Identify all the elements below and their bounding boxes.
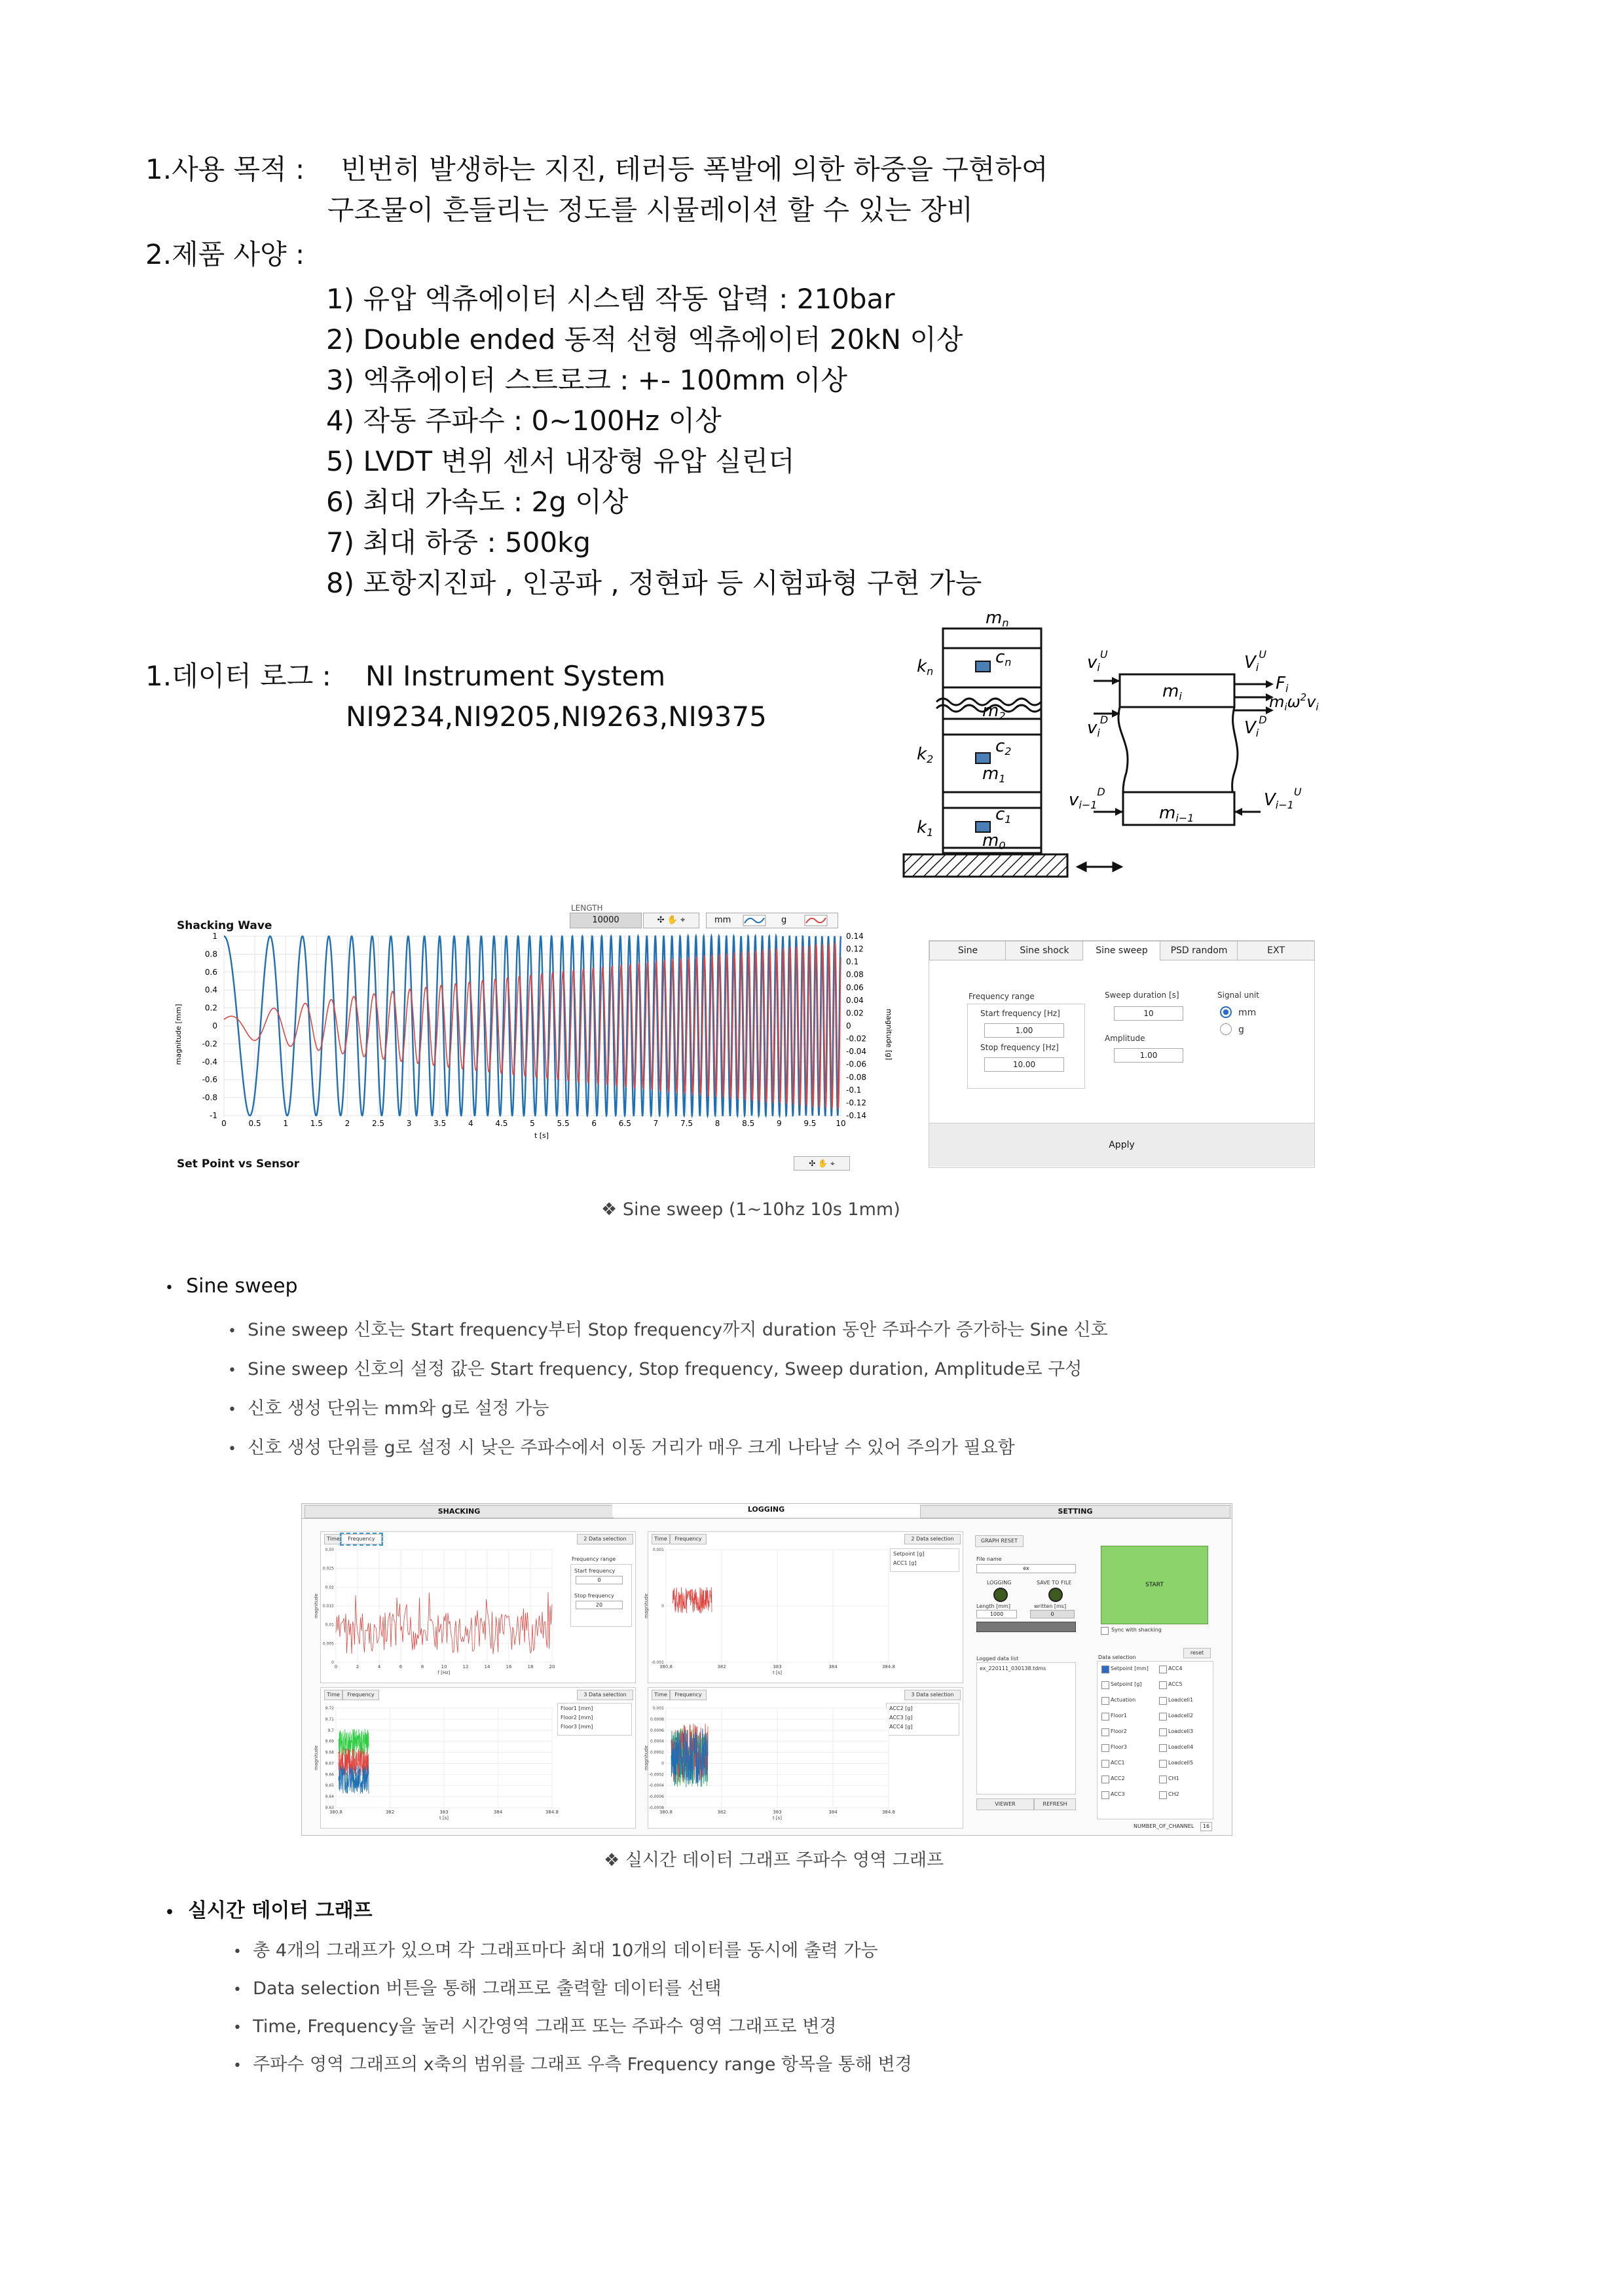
tab-psd-random[interactable]: PSD random bbox=[1160, 941, 1238, 960]
graph3-frequency-tab[interactable]: Frequency bbox=[342, 1690, 379, 1700]
unit-g-label: g bbox=[1238, 1025, 1244, 1035]
label-ViD: $Vi^D$ bbox=[1244, 714, 1267, 739]
logged-data-list-label: Logged data list bbox=[976, 1656, 1019, 1662]
bullet-item: • 주파수 영역 그래프의 x축의 범위를 그래프 우측 Frequency range 항목을 통해 변경 bbox=[233, 2054, 912, 2075]
graph4-legend: ACC2 [g] ACC3 [g] ACC4 [g] bbox=[886, 1703, 959, 1736]
start-frequency-label: Start frequency bbox=[574, 1568, 616, 1574]
mini-x-tick: 380.8 bbox=[659, 1664, 673, 1669]
structure-diagram bbox=[897, 602, 1342, 884]
spec-item: 7) 최대 하중 : 500kg bbox=[326, 526, 591, 558]
mini-y-label: magnitude bbox=[314, 1745, 319, 1770]
x-tick-label: 2 bbox=[344, 1119, 350, 1128]
ground-motion-arrow bbox=[1078, 863, 1121, 871]
channel-label: CH1 bbox=[1168, 1776, 1179, 1781]
x-tick-label: 9.5 bbox=[803, 1119, 817, 1128]
graph4-time-tab[interactable]: Time bbox=[652, 1690, 670, 1700]
logging-ui bbox=[301, 1503, 1232, 1836]
mini-x-tick: 6 bbox=[399, 1664, 403, 1669]
mini-y-tick: 0.01 bbox=[325, 1622, 334, 1628]
label-cn: cn bbox=[995, 647, 1012, 668]
damper-cn bbox=[976, 661, 990, 672]
frequency-range-label: Frequency range bbox=[969, 992, 1035, 1001]
mini-x-label: t [s] bbox=[439, 1815, 449, 1821]
sweep-duration-input[interactable]: 10 bbox=[1114, 1006, 1183, 1021]
channel-checkbox[interactable] bbox=[1159, 1791, 1167, 1799]
label-kn: kn bbox=[917, 657, 934, 678]
channel-label: Floor2 bbox=[1111, 1728, 1127, 1734]
reset-button[interactable]: reset bbox=[1183, 1648, 1211, 1658]
channel-label: Setpoint [g] bbox=[1111, 1681, 1142, 1687]
datalog-label: 1.데이터 로그 : bbox=[145, 660, 331, 692]
x-axis-label: t [s] bbox=[534, 1131, 549, 1140]
mini-x-tick: 384.8 bbox=[545, 1810, 559, 1815]
tab-sine[interactable]: Sine bbox=[929, 941, 1006, 960]
file-name-input[interactable]: ex bbox=[976, 1564, 1076, 1573]
channel-label: ACC3 bbox=[1111, 1791, 1125, 1797]
mini-y-tick: 9.72 bbox=[325, 1706, 334, 1711]
data-selection-label: Data selection bbox=[1098, 1654, 1136, 1660]
channel-label: Loadcell5 bbox=[1168, 1760, 1194, 1766]
x-tick-label: 5 bbox=[530, 1119, 535, 1128]
channel-checkbox[interactable] bbox=[1101, 1697, 1109, 1705]
purpose-line1: 빈번히 발생하는 지진, 테러등 폭발에 의한 하중을 구현하여 bbox=[341, 153, 1048, 185]
mini-x-tick: 382 bbox=[385, 1810, 395, 1815]
x-tick-label: 2.5 bbox=[371, 1119, 385, 1128]
spec-item: 2) Double ended 동적 선형 엑츄에이터 20kN 이상 bbox=[326, 323, 963, 355]
x-tick-label: 1.5 bbox=[310, 1119, 323, 1128]
label-Vi1U: $Vi-1^U$ bbox=[1264, 786, 1302, 811]
channel-label: Loadcell3 bbox=[1168, 1728, 1194, 1734]
y-tick-label-right: -0.08 bbox=[846, 1072, 867, 1082]
x-tick-label: 8.5 bbox=[742, 1119, 755, 1128]
channel-label: Setpoint [mm] bbox=[1111, 1666, 1149, 1671]
caption-realtime-graph bbox=[604, 1851, 944, 1869]
written-label: written [ms] bbox=[1034, 1603, 1067, 1609]
mini-x-tick: 8 bbox=[420, 1664, 424, 1669]
mini-x-tick: 383 bbox=[773, 1810, 782, 1815]
bullet-item: • Data selection 버튼을 통해 그래프로 출력할 데이터를 선택 bbox=[233, 1978, 722, 1999]
spec-item: 3) 엑츄에이터 스트로크 : +- 100mm 이상 bbox=[326, 364, 847, 396]
x-tick-label: 0.5 bbox=[248, 1119, 261, 1128]
channel-checkbox[interactable] bbox=[1101, 1776, 1109, 1783]
bullet-icon: • bbox=[165, 1280, 174, 1296]
channel-checkbox[interactable] bbox=[1159, 1713, 1167, 1721]
y-tick-label-right: -0.02 bbox=[846, 1034, 867, 1044]
graph1-frequency-tab[interactable]: Frequency bbox=[341, 1534, 382, 1544]
unit-mm-label: mm bbox=[1238, 1008, 1257, 1018]
label-k1: k1 bbox=[917, 818, 934, 839]
mini-x-label: t [s] bbox=[772, 1670, 783, 1675]
mini-y-tick: 0.02 bbox=[325, 1585, 334, 1590]
caption-text: Sine sweep (1~10hz 10s 1mm) bbox=[622, 1199, 900, 1220]
y-tick-label-right: 0.12 bbox=[846, 944, 864, 954]
number-of-channel-label: NUMBER_OF_CHANNEL bbox=[1134, 1823, 1194, 1829]
y-tick-label-right: -0.06 bbox=[846, 1059, 867, 1069]
x-tick-label: 0 bbox=[221, 1119, 227, 1128]
save-led[interactable] bbox=[1048, 1588, 1063, 1602]
y-tick-label-right: -0.1 bbox=[846, 1085, 862, 1095]
channel-checkbox[interactable] bbox=[1101, 1666, 1109, 1673]
wave-chart bbox=[172, 930, 892, 1146]
label-c1: c1 bbox=[995, 805, 1012, 826]
channel-count-input[interactable]: 16 bbox=[1200, 1822, 1212, 1831]
y-tick-label-right: -0.14 bbox=[846, 1111, 867, 1120]
x-tick-label: 3.5 bbox=[434, 1119, 447, 1128]
label-mi: mi bbox=[1162, 682, 1182, 702]
damper-c2 bbox=[976, 753, 990, 763]
mini-x-tick: 382 bbox=[717, 1664, 726, 1669]
channel-label: Floor1 bbox=[1111, 1713, 1127, 1719]
purpose-label: 1.사용 목적 : bbox=[145, 153, 305, 185]
mini-x-label: f [Hz] bbox=[437, 1670, 451, 1675]
signal-unit-label: Signal unit bbox=[1217, 991, 1259, 1000]
channel-label: CH2 bbox=[1168, 1791, 1179, 1797]
y-tick-label-right: -0.04 bbox=[846, 1047, 867, 1057]
channel-checkbox[interactable] bbox=[1159, 1760, 1167, 1768]
x-tick-label: 4 bbox=[468, 1119, 473, 1128]
mini-y-tick: -0.0008 bbox=[648, 1806, 664, 1810]
mini-x-tick: 382 bbox=[717, 1810, 726, 1815]
mini-x-tick: 16 bbox=[506, 1664, 512, 1669]
graph4-data-selection[interactable]: 3 Data selection bbox=[904, 1690, 961, 1700]
legend-g: g bbox=[781, 915, 787, 925]
label-m2: m2 bbox=[982, 701, 1006, 722]
y-tick-label-left: -0.2 bbox=[202, 1039, 217, 1049]
mini-x-tick: 383 bbox=[439, 1810, 449, 1815]
channel-label: ACC5 bbox=[1168, 1681, 1183, 1687]
unit-mm-radio[interactable] bbox=[1220, 1006, 1232, 1018]
mini-x-tick: 12 bbox=[462, 1664, 469, 1669]
graph3-legend: Floor1 [mm] Floor2 [mm] Floor3 [mm] bbox=[557, 1703, 632, 1736]
start-frequency-label: Start frequency [Hz] bbox=[980, 1009, 1060, 1018]
mass-top bbox=[943, 629, 1041, 648]
mini-y-tick: 0.0004 bbox=[650, 1739, 664, 1744]
save-to-file-label: SAVE TO FILE bbox=[1037, 1580, 1072, 1586]
spec-item: 5) LVDT 변위 센서 내장형 유압 실린더 bbox=[326, 445, 795, 477]
mini-y-tick: 0.0002 bbox=[650, 1750, 664, 1755]
stop-frequency-input[interactable]: 20 bbox=[576, 1601, 623, 1609]
mini-y-tick: -0.0004 bbox=[648, 1783, 664, 1789]
y-tick-label-left: -0.8 bbox=[202, 1093, 217, 1102]
x-tick-label: 6.5 bbox=[618, 1119, 631, 1128]
mini-x-tick: 384.8 bbox=[881, 1810, 896, 1815]
length-input[interactable]: 10000 bbox=[570, 913, 642, 928]
channel-label: Floor3 bbox=[1111, 1744, 1127, 1750]
mini-x-tick: 4 bbox=[377, 1664, 381, 1669]
graph2-frequency-tab[interactable]: Frequency bbox=[670, 1534, 707, 1544]
channel-label: ACC1 bbox=[1111, 1760, 1125, 1766]
label-viU: $vi^U$ bbox=[1087, 648, 1108, 674]
y-axis-label-right: magnitude [g] bbox=[885, 1008, 893, 1061]
mini-x-tick: 380.8 bbox=[329, 1810, 343, 1815]
mini-y-tick: 0 bbox=[661, 1604, 664, 1609]
written-input: 0 bbox=[1030, 1610, 1075, 1618]
apply-button[interactable]: Apply bbox=[929, 1123, 1314, 1167]
tab-shacking[interactable]: SHACKING bbox=[304, 1505, 614, 1518]
y-tick-label-right: 0.04 bbox=[846, 995, 864, 1005]
mini-x-tick: 14 bbox=[484, 1664, 490, 1669]
frequency-range-label: Frequency range bbox=[572, 1556, 616, 1562]
mini-x-tick: 384 bbox=[493, 1810, 503, 1815]
mini-y-tick: 0.03 bbox=[325, 1548, 334, 1552]
mini-x-tick: 2 bbox=[356, 1664, 360, 1669]
mini-y-tick: 0.005 bbox=[322, 1641, 334, 1647]
mini-y-tick: -0.0002 bbox=[648, 1772, 664, 1777]
zoom-tools[interactable]: ✣ ✋ ⌖ bbox=[643, 913, 699, 928]
mini-x-tick: 380.8 bbox=[659, 1810, 673, 1815]
graph3-data-selection[interactable]: 3 Data selection bbox=[577, 1690, 633, 1700]
mini-x-tick: 0 bbox=[334, 1664, 338, 1669]
bullet-item: • 총 4개의 그래프가 있으며 각 그래프마다 최대 10개의 데이터를 동시에 출력 가능 bbox=[233, 1941, 878, 1961]
x-tick-label: 9 bbox=[776, 1119, 782, 1128]
x-tick-label: 5.5 bbox=[557, 1119, 570, 1128]
graph3-time-tab[interactable]: Time bbox=[324, 1690, 342, 1700]
file-name-label: File name bbox=[976, 1556, 1002, 1562]
zoom-tools-bottom[interactable]: ✣ ✋ ⌖ bbox=[794, 1156, 850, 1171]
mini-y-tick: 9.69 bbox=[325, 1739, 334, 1744]
mini-x-tick: 10 bbox=[441, 1664, 447, 1669]
mini-y-tick: 0 bbox=[331, 1660, 334, 1665]
datalog-line2: NI9234,NI9205,NI9263,NI9375 bbox=[346, 701, 767, 733]
start-button[interactable]: START bbox=[1101, 1546, 1208, 1624]
label-mn: mn bbox=[986, 608, 1009, 629]
label-m1: m1 bbox=[982, 764, 1006, 785]
x-tick-label: 6 bbox=[591, 1119, 597, 1128]
stop-frequency-label: Stop frequency bbox=[574, 1593, 614, 1599]
diamond-icon: ❖ bbox=[604, 1850, 620, 1870]
label-k2: k2 bbox=[917, 744, 934, 765]
y-tick-label-right: 0.14 bbox=[846, 932, 864, 941]
start-frequency-input[interactable]: 0 bbox=[576, 1576, 623, 1584]
mini-y-tick: 0.001 bbox=[652, 1548, 664, 1552]
x-tick-label: 10 bbox=[836, 1119, 846, 1128]
mini-y-tick: 9.63 bbox=[325, 1806, 334, 1810]
y-tick-label-right: 0 bbox=[846, 1021, 851, 1030]
mini-x-label: t [s] bbox=[772, 1815, 783, 1821]
tab-sine-shock[interactable]: Sine shock bbox=[1005, 941, 1084, 960]
tab-ext[interactable]: EXT bbox=[1237, 941, 1315, 960]
wave-chart-title: Shacking Wave bbox=[177, 919, 272, 932]
graph-reset-button[interactable]: GRAPH RESET bbox=[975, 1535, 1024, 1547]
mini-y-tick: 0 bbox=[661, 1761, 664, 1766]
y-tick-label-left: 1 bbox=[212, 932, 217, 941]
legend-mm: mm bbox=[714, 915, 731, 925]
mini-x-tick: 18 bbox=[527, 1664, 534, 1669]
channel-checkbox[interactable] bbox=[1159, 1681, 1167, 1689]
amplitude-label: Amplitude bbox=[1105, 1034, 1145, 1043]
mini-y-tick: 9.68 bbox=[325, 1750, 334, 1755]
y-tick-label-left: -1 bbox=[210, 1111, 217, 1120]
caption-sine-sweep bbox=[601, 1201, 900, 1218]
mini-y-label: magnitude bbox=[644, 1594, 649, 1618]
mini-y-tick: 0.025 bbox=[322, 1566, 334, 1571]
length-label: LENGTH bbox=[571, 903, 603, 913]
mini-y-tick: 9.7 bbox=[327, 1728, 334, 1733]
mini-x-tick: 383 bbox=[773, 1664, 782, 1669]
tab-sine-sweep[interactable]: Sine sweep bbox=[1082, 941, 1161, 960]
bullet-item: • Sine sweep 신호의 설정 값은 Start frequency, Stop frequency, Sweep duration, Amplitude로 구성 bbox=[228, 1359, 1082, 1379]
mini-y-tick: 9.71 bbox=[325, 1717, 334, 1722]
x-tick-label: 3 bbox=[406, 1119, 412, 1128]
y-tick-label-left: -0.4 bbox=[202, 1057, 217, 1066]
y-tick-label-left: 0.2 bbox=[204, 1003, 217, 1013]
section-title: Sine sweep bbox=[186, 1275, 298, 1298]
tab-logging[interactable]: LOGGING bbox=[612, 1504, 920, 1517]
floor-m1 bbox=[943, 792, 1041, 808]
y-axis-label-left: magnitude [mm] bbox=[174, 1004, 183, 1065]
length-input[interactable]: 1000 bbox=[976, 1610, 1017, 1618]
graph1-data-selection[interactable]: 2 Data selection bbox=[577, 1534, 633, 1544]
spec-item: 1) 유압 엑츄에이터 시스템 작동 압력 : 210bar bbox=[326, 283, 895, 315]
channel-checkbox[interactable] bbox=[1101, 1791, 1109, 1799]
sync-label: Sync with shacking bbox=[1111, 1627, 1162, 1633]
channel-checkbox[interactable] bbox=[1159, 1744, 1167, 1752]
viewer-button[interactable]: VIEWER bbox=[976, 1798, 1034, 1810]
y-tick-label-left: -0.6 bbox=[202, 1075, 217, 1085]
bullet-item: • Sine sweep 신호는 Start frequency부터 Stop frequency까지 duration 동안 주파수가 증가하는 Sine 신호 bbox=[228, 1320, 1108, 1340]
mini-y-tick: 0.015 bbox=[322, 1604, 334, 1609]
mini-y-tick: 9.66 bbox=[325, 1772, 334, 1777]
mini-y-tick: 0.001 bbox=[652, 1706, 664, 1711]
channel-checkbox[interactable] bbox=[1159, 1666, 1167, 1673]
graph2-data-selection[interactable]: 2 Data selection bbox=[904, 1534, 961, 1544]
mini-y-tick: 9.67 bbox=[325, 1761, 334, 1766]
logging-label: LOGGING bbox=[987, 1580, 1012, 1586]
x-tick-label: 4.5 bbox=[495, 1119, 508, 1128]
channel-label: Loadcell2 bbox=[1168, 1713, 1194, 1719]
channel-list bbox=[1097, 1661, 1213, 1819]
label-mi1: mi−1 bbox=[1159, 803, 1194, 824]
amplitude-input[interactable]: 1.00 bbox=[1114, 1048, 1183, 1063]
spec-label: 2.제품 사양 : bbox=[145, 238, 305, 270]
channel-checkbox[interactable] bbox=[1101, 1744, 1109, 1752]
mini-y-tick: -0.0006 bbox=[648, 1795, 664, 1800]
mini-y-tick: 0.0008 bbox=[650, 1717, 664, 1722]
section-realtime bbox=[165, 1901, 373, 1921]
ground bbox=[904, 854, 1067, 877]
mini-y-tick: 0.0006 bbox=[650, 1728, 664, 1733]
start-frequency-input[interactable]: 1.00 bbox=[984, 1023, 1064, 1038]
channel-label: Loadcell1 bbox=[1168, 1697, 1194, 1703]
purpose-line2: 구조물이 흔들리는 정도를 시뮬레이션 할 수 있는 장비 bbox=[327, 194, 974, 226]
graph2-legend: Setpoint [g] ACC1 [g] bbox=[890, 1548, 959, 1572]
channel-checkbox[interactable] bbox=[1159, 1776, 1167, 1783]
y-tick-label-right: 0.08 bbox=[846, 970, 864, 979]
spec-item: 8) 포항지진파 , 인공파 , 정현파 등 시험파형 구현 가능 bbox=[326, 567, 982, 599]
sync-checkbox[interactable] bbox=[1101, 1627, 1109, 1635]
channel-checkbox[interactable] bbox=[1101, 1728, 1109, 1736]
x-tick-label: 1 bbox=[283, 1119, 289, 1128]
label-Fi: Fi bbox=[1276, 674, 1289, 695]
channel-label: Actuation bbox=[1111, 1697, 1136, 1703]
y-tick-label-right: 0.02 bbox=[846, 1008, 864, 1018]
mini-y-tick: 9.65 bbox=[325, 1783, 334, 1789]
caption-text: 실시간 데이터 그래프 주파수 영역 그래프 bbox=[625, 1850, 944, 1870]
logging-graphs bbox=[302, 1504, 1232, 1835]
unit-g-radio[interactable] bbox=[1220, 1023, 1232, 1035]
refresh-button[interactable]: REFRESH bbox=[1034, 1798, 1076, 1810]
logging-led bbox=[993, 1588, 1008, 1602]
y-tick-label-right: -0.12 bbox=[846, 1098, 867, 1108]
stop-frequency-label: Stop frequency [Hz] bbox=[980, 1043, 1059, 1052]
label-inertia: $m_i\omega^2v_i$ bbox=[1269, 691, 1319, 713]
datalog-line1: NI Instrument System bbox=[365, 660, 666, 692]
legend-g-swatch bbox=[805, 915, 827, 926]
stop-frequency-input[interactable]: 10.00 bbox=[984, 1057, 1064, 1072]
y-tick-label-left: 0.6 bbox=[204, 967, 217, 977]
unit-legend bbox=[706, 913, 838, 928]
graph4-frequency-tab[interactable]: Frequency bbox=[670, 1690, 707, 1700]
bullet-icon: • bbox=[165, 1904, 175, 1921]
y-tick-label-left: 0 bbox=[212, 1021, 217, 1030]
channel-label: Loadcell4 bbox=[1168, 1744, 1194, 1750]
mini-y-label: magnitude bbox=[644, 1745, 649, 1770]
label-viD: $vi^D$ bbox=[1087, 714, 1109, 739]
channel-label: ACC4 bbox=[1168, 1666, 1183, 1671]
channel-label: ACC2 bbox=[1111, 1776, 1125, 1781]
graph2-time-tab[interactable]: Time bbox=[652, 1534, 670, 1544]
mini-y-tick: 9.64 bbox=[325, 1795, 334, 1800]
bullet-item: • 신호 생성 단위는 mm와 g로 설정 가능 bbox=[228, 1398, 549, 1419]
section-sine-sweep bbox=[165, 1277, 298, 1296]
channel-checkbox[interactable] bbox=[1101, 1760, 1109, 1768]
label-m0: m0 bbox=[982, 831, 1006, 852]
section-title: 실시간 데이터 그래프 bbox=[187, 1899, 373, 1922]
logged-item[interactable]: ex_220111_030138.tdms bbox=[980, 1666, 1046, 1671]
mini-x-tick: 384 bbox=[828, 1810, 838, 1815]
mini-y-label: magnitude bbox=[314, 1594, 319, 1618]
length-label: Length [mm] bbox=[976, 1603, 1010, 1609]
x-tick-label: 7.5 bbox=[680, 1119, 693, 1128]
wave-chart-footer: Set Point vs Sensor bbox=[177, 1157, 300, 1171]
spec-item: 6) 최대 가속도 : 2g 이상 bbox=[326, 486, 629, 518]
mini-x-tick: 20 bbox=[549, 1664, 555, 1669]
y-tick-label-right: 0.1 bbox=[846, 957, 859, 967]
tab-setting[interactable]: SETTING bbox=[920, 1505, 1230, 1518]
sine-sweep-panel bbox=[929, 940, 1315, 1168]
diamond-icon: ❖ bbox=[601, 1199, 618, 1220]
label-vi1D: $vi-1^D$ bbox=[1069, 786, 1105, 811]
sweep-duration-label: Sweep duration [s] bbox=[1105, 991, 1179, 1000]
spec-item: 4) 작동 주파수 : 0~100Hz 이상 bbox=[326, 405, 722, 437]
mini-x-tick: 384 bbox=[828, 1664, 838, 1669]
channel-checkbox[interactable] bbox=[1101, 1681, 1109, 1689]
bullet-item: • Time, Frequency을 눌러 시간영역 그래프 또는 주파수 영역 그래프로 변경 bbox=[233, 2016, 837, 2037]
channel-checkbox[interactable] bbox=[1159, 1728, 1167, 1736]
y-tick-label-left: 0.4 bbox=[204, 985, 217, 995]
label-ViU: $Vi^U$ bbox=[1244, 648, 1266, 674]
x-tick-label: 7 bbox=[653, 1119, 659, 1128]
mini-y-tick: -0.001 bbox=[651, 1660, 664, 1665]
mini-x-tick: 384.8 bbox=[881, 1664, 896, 1669]
progress-bar bbox=[976, 1622, 1076, 1632]
graph1-time-tab[interactable]: Time bbox=[324, 1534, 342, 1544]
y-tick-label-left: 0.8 bbox=[204, 949, 217, 959]
channel-checkbox[interactable] bbox=[1159, 1697, 1167, 1705]
logged-data-list[interactable] bbox=[976, 1662, 1076, 1795]
legend-mm-swatch bbox=[743, 915, 766, 926]
y-tick-label-right: 0.06 bbox=[846, 983, 864, 993]
channel-checkbox[interactable] bbox=[1101, 1713, 1109, 1721]
bullet-item: • 신호 생성 단위를 g로 설정 시 낮은 주파수에서 이동 거리가 매우 크게 나타날 수 있어 주의가 필요함 bbox=[228, 1438, 1015, 1458]
wave-chart-panel bbox=[172, 897, 892, 1172]
label-c2: c2 bbox=[995, 737, 1012, 757]
x-tick-label: 8 bbox=[714, 1119, 720, 1128]
